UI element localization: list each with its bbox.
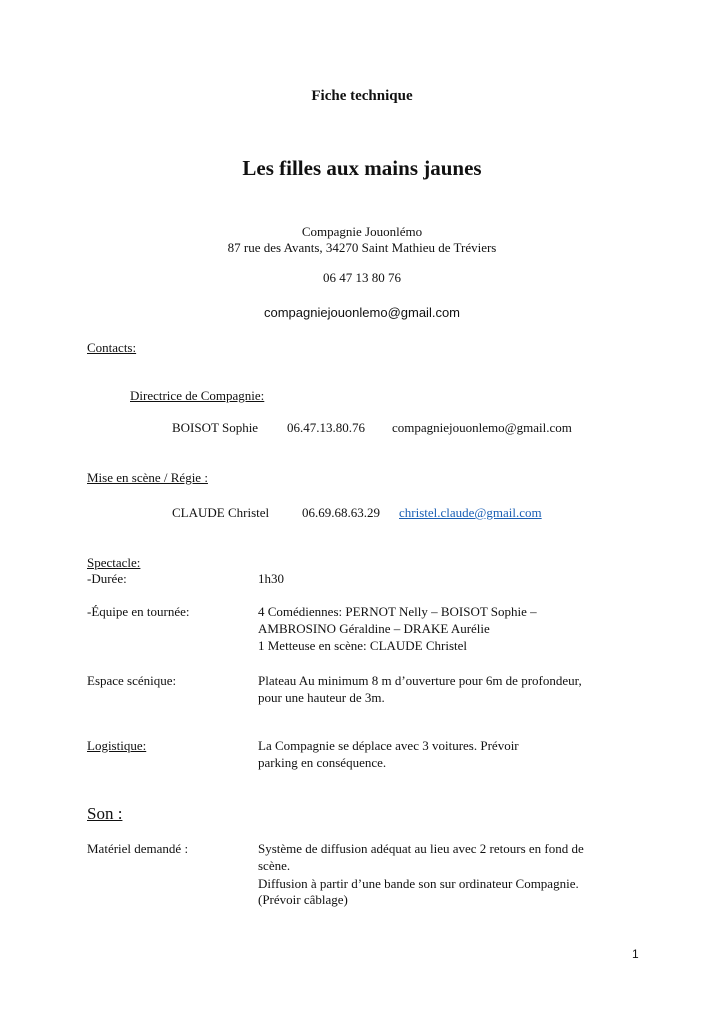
logistics-line: parking en conséquence. — [258, 755, 387, 770]
sound-material-line: Système de diffusion adéquat au lieu avec 2 retours en fond de — [258, 841, 584, 856]
stage-space-label: Espace scénique: — [87, 673, 177, 688]
sound-material-label: Matériel demandé : — [87, 841, 189, 856]
team-line: AMBROSINO Géraldine – DRAKE Aurélie — [258, 621, 490, 636]
document-type-title: Fiche technique — [311, 88, 413, 104]
stage-space-line: Plateau Au minimum 8 m d’ouverture pour 6m de profondeur, — [258, 673, 582, 688]
staging-email-link[interactable]: christel.claude@gmail.com — [399, 505, 542, 520]
stage-space-line: pour une hauteur de 3m. — [258, 690, 385, 705]
staging-phone: 06.69.68.63.29 — [302, 505, 380, 520]
director-name: BOISOT Sophie — [172, 420, 259, 435]
duration-value: 1h30 — [258, 571, 284, 586]
logistics-label: Logistique: — [87, 738, 147, 753]
company-phone: 06 47 13 80 76 — [323, 270, 401, 285]
page-number: 1 — [632, 947, 639, 961]
director-email: compagniejouonlemo@gmail.com — [392, 420, 572, 435]
logistics-line: La Compagnie se déplace avec 3 voitures. Prévoir — [258, 738, 519, 753]
staging-role-label: Mise en scène / Régie : — [87, 470, 208, 485]
sound-material-line: scène. — [258, 858, 291, 873]
sound-material-line: (Prévoir câblage) — [258, 892, 348, 907]
team-line: 1 Metteuse en scène: CLAUDE Christel — [258, 638, 468, 653]
team-line: 4 Comédiennes: PERNOT Nelly – BOISOT Sophie – — [258, 604, 537, 619]
team-label: -Équipe en tournée: — [87, 604, 190, 619]
sound-heading: Son : — [87, 804, 123, 823]
staging-name: CLAUDE Christel — [172, 505, 270, 520]
director-phone: 06.47.13.80.76 — [287, 420, 365, 435]
sound-material-line: Diffusion à partir d’une bande son sur ordinateur Compagnie. — [258, 876, 579, 891]
company-email: compagniejouonlemo@gmail.com — [263, 305, 460, 320]
spectacle-heading: Spectacle: — [87, 555, 141, 570]
contacts-heading: Contacts: — [87, 340, 137, 355]
company-name: Compagnie Jouonlémo — [301, 224, 423, 239]
duration-label: -Durée: — [87, 571, 127, 586]
show-title: Les filles aux mains jaunes — [242, 156, 482, 180]
director-role-label: Directrice de Compagnie: — [130, 388, 265, 403]
company-address: 87 rue des Avants, 34270 Saint Mathieu de Tréviers — [227, 240, 497, 255]
